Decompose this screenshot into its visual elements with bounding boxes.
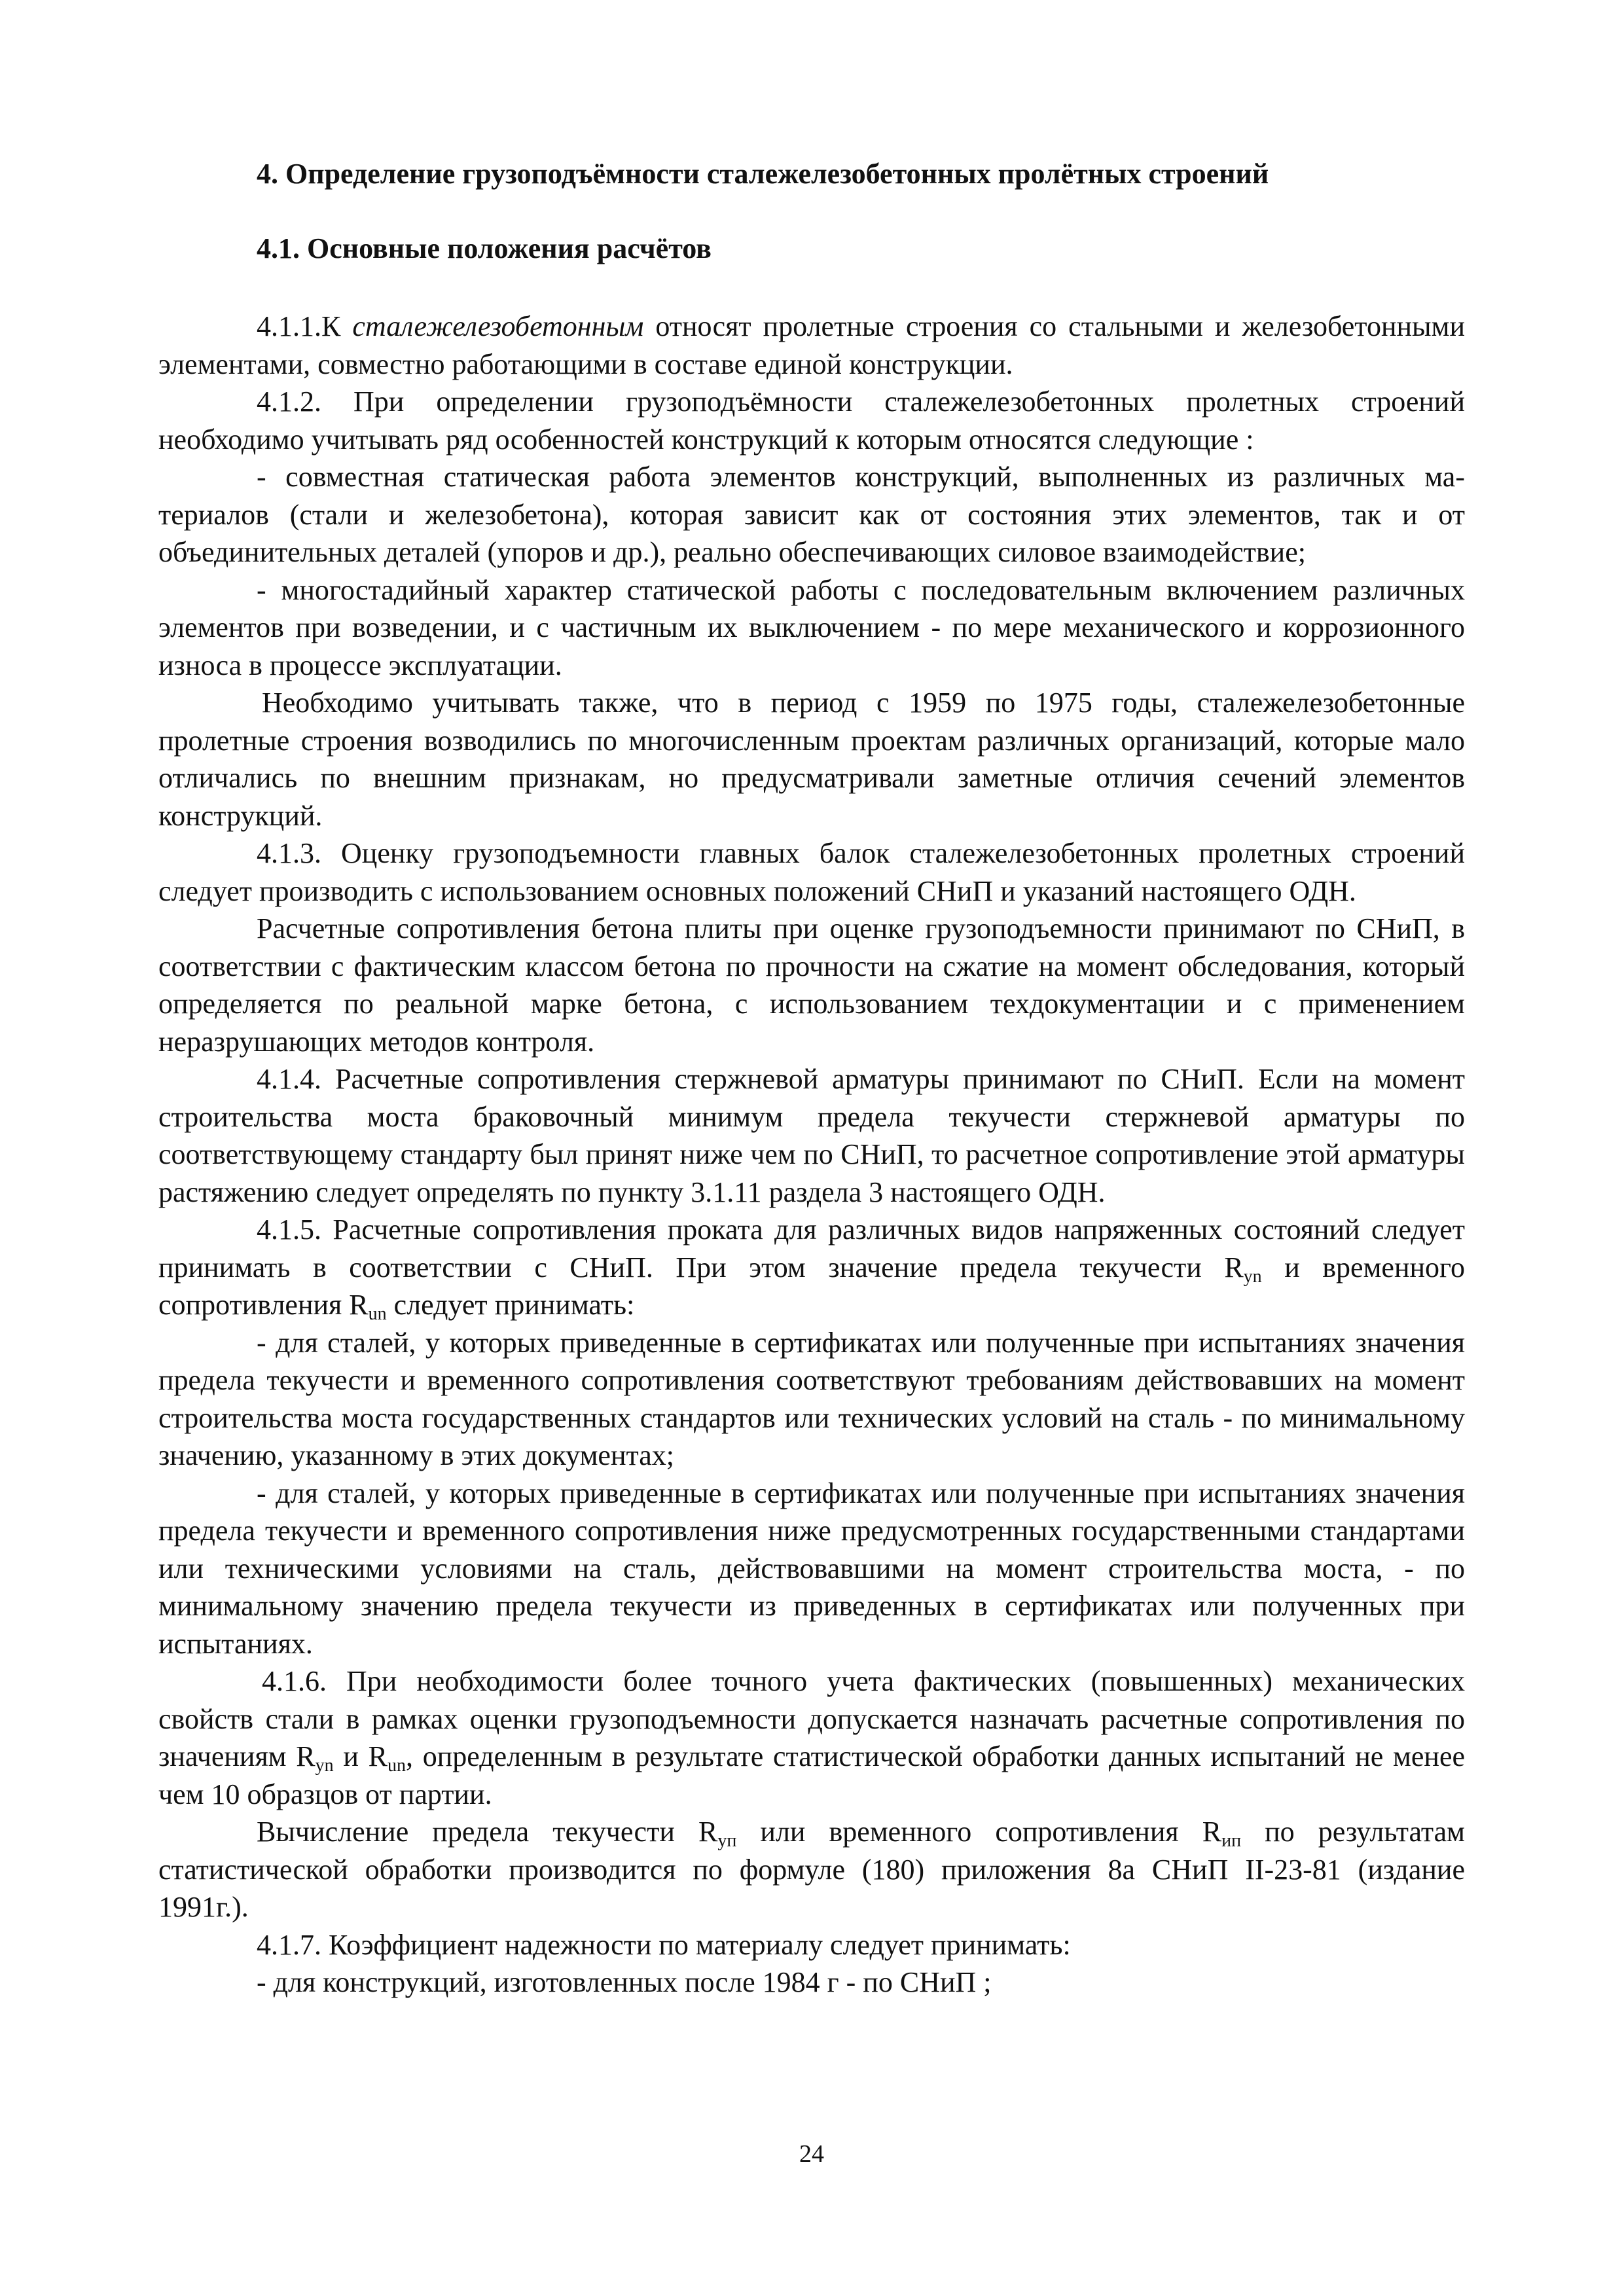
paragraph-concrete-resistance: Расчетные сопротивления бетона плиты при оценке грузоподъемности принимают по СНиП, в соответствии с фактическим классом бетона по прочности на сжатие на момент обследования, который определяется по реальной марке бетона, с использованием техдокументации и с применением неразрушающих методов контроля. xyxy=(158,912,1465,1058)
paragraph-4-1-1 xyxy=(158,308,1465,383)
paragraph-4-1-7: 4.1.7. Коэффициент надежности по материалу следует принимать: xyxy=(257,1928,1071,1961)
subscript: un xyxy=(368,1304,387,1324)
subsection-heading: 4.1. Основные положения расчётов xyxy=(257,232,712,264)
symbol-r: R xyxy=(296,1740,316,1772)
symbol-r: R xyxy=(1202,1816,1222,1848)
symbol-r: R xyxy=(349,1289,369,1321)
paragraph-text: 4.1.5. Расчетные сопротивления проката для различных видов напряженных состояний следует принимать в соответствии с СНиП. При этом значение предела текучести xyxy=(158,1213,1465,1283)
paragraph-text: относят пролетные строения со стальными и железобетонными элементами, совместно работающими в составе единой конструкции. xyxy=(158,310,1465,380)
page-number: 24 xyxy=(799,2140,824,2168)
paragraph-text: и xyxy=(333,1740,369,1772)
symbol-r: R xyxy=(368,1740,388,1772)
section-heading: 4. Определение грузоподъёмности сталежелезобетонных пролётных строений xyxy=(257,158,1269,190)
paragraph-4-1-2: 4.1.2. При определении грузоподъёмности сталежелезобетонных пролетных строений необходимо учитывать ряд особенностей конструкций к которым относятся следующие : xyxy=(158,386,1465,456)
paragraph-4-1-3: 4.1.3. Оценку грузоподъемности главных балок сталежелезобетонных пролетных строений следует производить с использованием основных положений СНиП и указаний настоящего ОДН. xyxy=(158,837,1465,907)
paragraph-4-1-6 xyxy=(158,1662,1465,1813)
italic-term: сталежелезобетонным xyxy=(352,310,644,342)
symbol-r: R xyxy=(698,1816,718,1848)
paragraph-4-1-5 xyxy=(158,1211,1465,1324)
paragraph-text: 4.1.6. При необходимости более точного учета фактических (повышенных) механических свойств стали в рамках оценки грузоподъемности допускается назначать расчетные сопротивления по значениям xyxy=(158,1665,1465,1772)
paragraph-4-1-4: 4.1.4. Расчетные сопротивления стержневой арматуры принимают по СНиП. Если на момент строительства моста браковочный минимум предела текучести стержневой арматуры по соответствующему стандарту был принят ниже чем по СНиП, то расчетное сопротивление этой арматуры растяжению следует определять по пункту 3.1.11 раздела 3 настоящего ОДН. xyxy=(158,1063,1465,1208)
subscript: уп xyxy=(717,1831,737,1851)
paragraph-text: следует принимать: xyxy=(386,1289,635,1321)
paragraph-text: и временного сопротивления xyxy=(158,1251,1465,1321)
list-item-steel-below: - для сталей, у которых приведенные в сертификатах или полученные при испытаниях значения предела текучести и временного сопротивления ниже предусмотренных государственными стандартами или техническими условиями на сталь, действовавшими на момент строительства моста, - по минимальному значению предела текучести из приведенных в сертификатах или полученных при испытаниях. xyxy=(158,1477,1465,1660)
document-body xyxy=(158,308,1465,2001)
paragraph-projects-1959-1975: Необходимо учитывать также, что в период с 1959 по 1975 годы, сталежелезобетонные пролетные строения возводились по многочисленным проектам различных организаций, которые мало отличались по внешним признакам, но предусматривали заметные отличия сечений элементов конструкций. xyxy=(158,687,1465,832)
paragraph-text: по результатам статистической обработки производится по формуле (180) приложения 8а СНиП II-23-81 (издание 1991г.). xyxy=(158,1816,1465,1923)
subscript: un xyxy=(388,1755,406,1776)
subscript: ип xyxy=(1221,1831,1242,1851)
paragraph-statistical-calc xyxy=(158,1813,1465,1926)
list-item-joint-work: - совместная статическая работа элементов конструкций, выполненных из различных ма-териалов (стали и железобетона), которая зависит как от состояния этих элементов, так и от объединительных деталей (упоров и др.), реально обеспечивающих силовое взаимодействие; xyxy=(158,461,1465,568)
subscript: yn xyxy=(315,1755,334,1776)
list-item-after-1984: - для конструкций, изготовленных после 1984 г - по СНиП ; xyxy=(257,1966,992,1998)
list-item-multistage: - многостадийный характер статической работы с последовательным включением различных элементов при возведении, и с частичным их выключением - по мере механического и коррозионного износа в процессе эксплуатации. xyxy=(158,573,1465,681)
paragraph-text: Вычисление предела текучести xyxy=(257,1816,698,1848)
symbol-r: R xyxy=(1224,1251,1244,1283)
list-item-steel-compliant: - для сталей, у которых приведенные в сертификатах или полученные при испытаниях значения предела текучести и временного сопротивления соответствуют требованиям действовавших на момент строительства моста государственных стандартов или технических условий на сталь - по минимальному значению, указанному в этих документах; xyxy=(158,1326,1465,1471)
clause-number: 4.1.1.К xyxy=(257,310,353,342)
document-page xyxy=(158,0,1465,2296)
paragraph-text: , определенным в результате статистической обработки данных испытаний не менее чем 10 образцов от партии. xyxy=(158,1740,1465,1810)
subscript: yn xyxy=(1243,1266,1262,1287)
paragraph-text: или временного сопротивления xyxy=(736,1816,1202,1848)
